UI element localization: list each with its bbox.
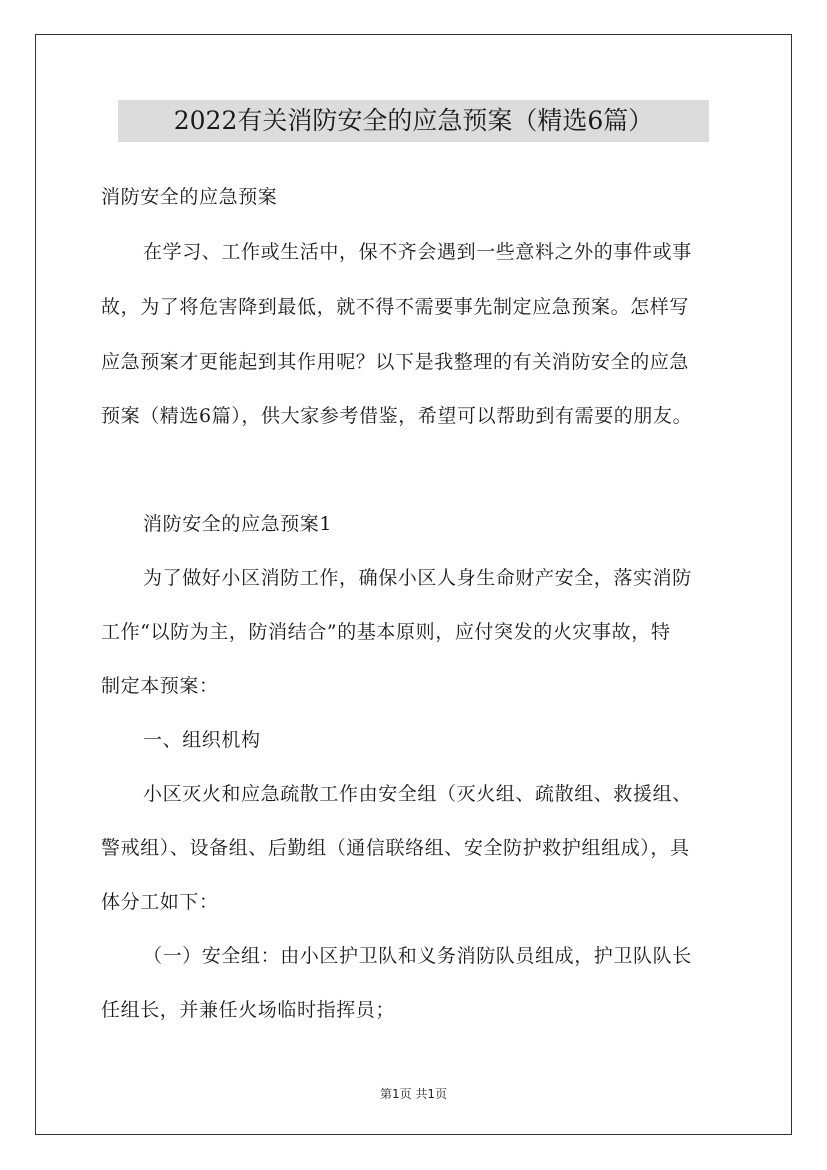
paragraph-line: 体分工如下： bbox=[101, 891, 219, 913]
paragraph-line: 工作“以防为主，防消结合”的基本原则，应付突发的火灾事故，特 bbox=[101, 621, 671, 643]
paragraph-line: 制定本预案： bbox=[101, 675, 219, 697]
subsection-heading: 一、组织机构 bbox=[143, 729, 261, 751]
paragraph-line: 为了做好小区消防工作，确保小区人身生命财产安全，落实消防 bbox=[143, 567, 692, 589]
paragraph-line: 故，为了将危害降到最低，就不得不需要事先制定应急预案。怎样写 bbox=[101, 296, 690, 318]
paragraph-line: 应急预案才更能起到其作用呢？以下是我整理的有关消防安全的应急 bbox=[101, 351, 690, 373]
paragraph-line: 预案（精选6篇），供大家参考借鉴，希望可以帮助到有需要的朋友。 bbox=[101, 405, 693, 427]
paragraph-line: 警戒组）、设备组、后勤组（通信联络组、安全防护救护组组成），具 bbox=[101, 837, 690, 859]
paragraph-line: 在学习、工作或生活中，保不齐会遇到一些意料之外的事件或事 bbox=[143, 241, 692, 263]
document-title: 2022有关消防安全的应急预案（精选6篇） bbox=[118, 100, 709, 142]
section-heading: 消防安全的应急预案1 bbox=[143, 513, 333, 535]
section-heading: 消防安全的应急预案 bbox=[101, 186, 278, 208]
paragraph-line: 小区灭火和应急疏散工作由安全组（灭火组、疏散组、救援组、 bbox=[143, 783, 692, 805]
paragraph-line: 任组长，并兼任火场临时指挥员； bbox=[101, 999, 396, 1021]
page-footer: 第1页 共1页 bbox=[379, 1087, 448, 1101]
paragraph-line: （一）安全组：由小区护卫队和义务消防队员组成，护卫队队长 bbox=[143, 945, 692, 967]
